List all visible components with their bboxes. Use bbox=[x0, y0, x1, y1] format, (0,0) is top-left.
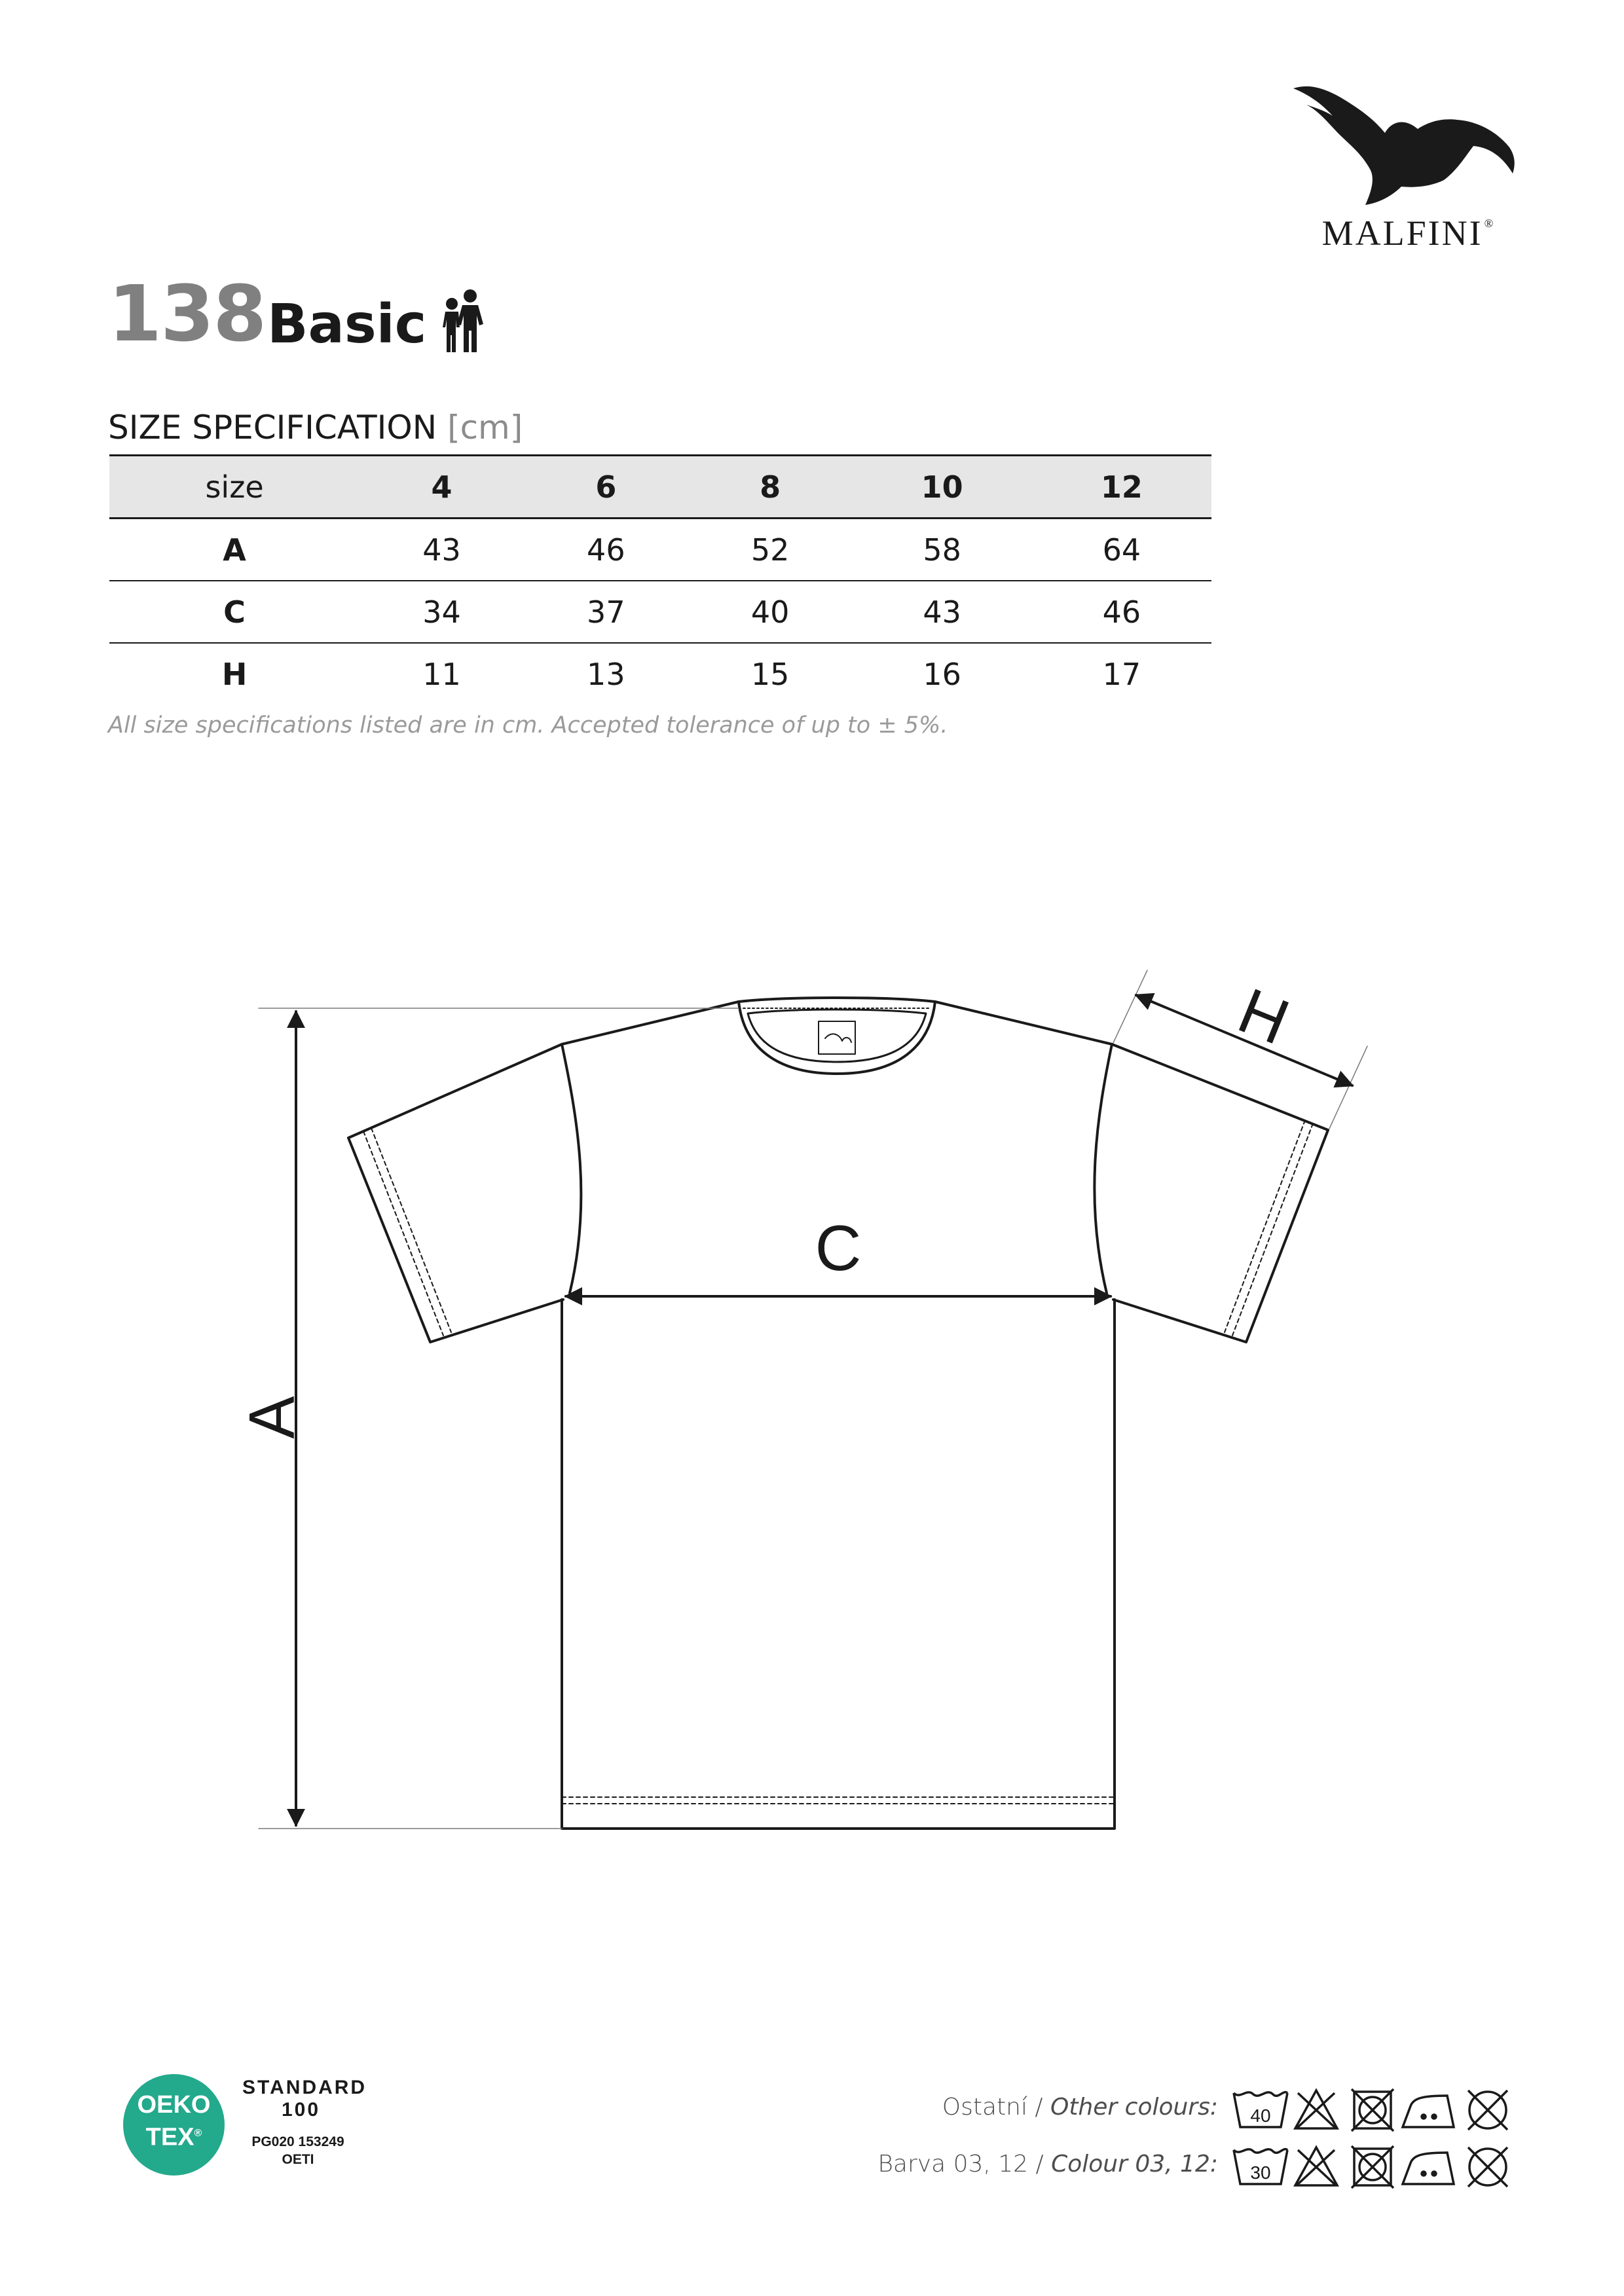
care-label-colour-03-12: Barva 03, 12 / Colour 03, 12: bbox=[877, 2151, 1218, 2178]
oeko-tex-logo-text: OEKO TEX® bbox=[137, 2091, 211, 2151]
product-name: Basic bbox=[267, 293, 427, 355]
table-cell: 64 bbox=[1032, 519, 1211, 581]
tshirt-outline bbox=[348, 998, 1328, 1829]
table-cell: 58 bbox=[853, 519, 1032, 581]
table-cell: 40 bbox=[688, 581, 853, 643]
table-row bbox=[109, 519, 1211, 581]
row-label: C bbox=[109, 581, 360, 643]
table-cell: 43 bbox=[360, 519, 524, 581]
oeko-standard-label: STANDARD 100 bbox=[242, 2077, 367, 2121]
table-cell: 43 bbox=[853, 581, 1032, 643]
no-dry-clean-icon bbox=[1468, 2090, 1507, 2130]
table-cell: 15 bbox=[750, 656, 790, 692]
brand-wordmark: MALFINI ® bbox=[1321, 213, 1496, 253]
table-row bbox=[109, 643, 1211, 704]
size-header-label: size bbox=[109, 456, 360, 519]
malfini-eagle-logo bbox=[1293, 82, 1516, 213]
table-cell: 16 bbox=[923, 656, 961, 692]
tshirt-measurement-diagram bbox=[0, 917, 1624, 1866]
oeko-certificate-code: PG020 153249 OETI bbox=[251, 2134, 344, 2167]
kids-icon bbox=[437, 288, 491, 354]
no-tumble-dry-icon bbox=[1352, 2146, 1393, 2188]
iron-medium-icon bbox=[1403, 2096, 1454, 2127]
table-cell: 37 bbox=[524, 581, 688, 643]
row-label: A bbox=[109, 519, 360, 581]
table-cell: 46 bbox=[524, 519, 688, 581]
no-bleach-icon bbox=[1295, 2090, 1337, 2128]
table-cell: 46 bbox=[1032, 581, 1211, 643]
size-table bbox=[109, 454, 1211, 704]
size-header-cell: 8 bbox=[688, 456, 853, 519]
size-spec-note: All size specifications listed are in cm. Accepted tolerance of up to ± 5%. bbox=[108, 712, 948, 738]
svg-text:30: 30 bbox=[1250, 2162, 1271, 2183]
size-header-cell: 10 bbox=[853, 456, 1032, 519]
table-cell: 52 bbox=[688, 519, 853, 581]
table-cell: 13 bbox=[587, 656, 625, 692]
measure-a-label: A bbox=[236, 1396, 308, 1439]
table-cell: 11 bbox=[422, 656, 461, 692]
size-header-cell: 6 bbox=[524, 456, 688, 519]
table-row bbox=[109, 581, 1211, 643]
wash-40-icon bbox=[1234, 2092, 1287, 2127]
row-label: H bbox=[221, 656, 248, 692]
measure-c-label: C bbox=[815, 1212, 862, 1284]
care-icons-other-colours bbox=[1231, 2084, 1526, 2136]
care-label-other-colours: Ostatní / Other colours: bbox=[942, 2094, 1218, 2121]
size-header-cell: 4 bbox=[360, 456, 524, 519]
measure-h-label: H bbox=[1228, 974, 1299, 1059]
size-header-cell: 12 bbox=[1032, 456, 1211, 519]
svg-text:40: 40 bbox=[1250, 2105, 1271, 2126]
wash-30-icon bbox=[1234, 2149, 1287, 2184]
iron-medium-icon bbox=[1403, 2153, 1454, 2184]
care-icons-colour-03-12 bbox=[1231, 2141, 1526, 2193]
product-number: 138 bbox=[108, 268, 266, 359]
no-tumble-dry-icon bbox=[1352, 2089, 1393, 2131]
no-bleach-icon bbox=[1295, 2147, 1337, 2185]
size-header-row bbox=[109, 456, 1211, 519]
table-cell: 34 bbox=[360, 581, 524, 643]
table-cell: 17 bbox=[1102, 656, 1141, 692]
no-dry-clean-icon bbox=[1468, 2147, 1507, 2187]
size-spec-title: SIZE SPECIFICATION [cm] bbox=[108, 409, 523, 446]
